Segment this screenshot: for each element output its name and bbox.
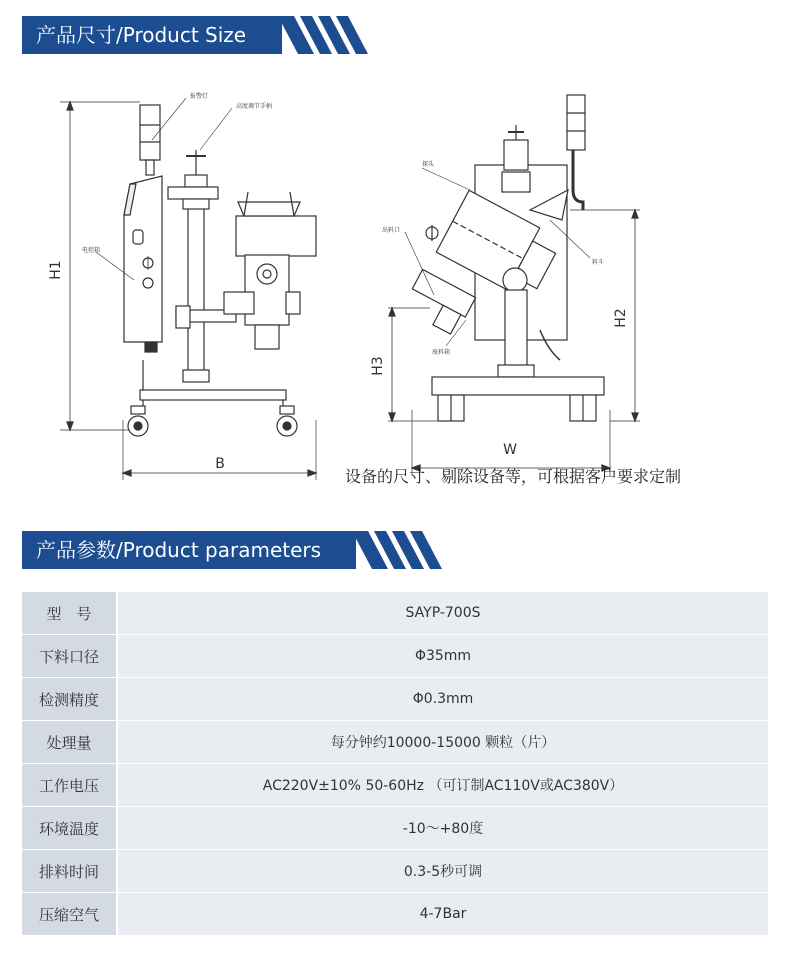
param-key: 排料时间	[22, 850, 117, 893]
table-row	[22, 893, 768, 936]
label-height-handle: 高度调节手柄	[236, 103, 273, 110]
label-probe: 探头	[422, 161, 435, 168]
label-control-box: 电控箱	[82, 247, 101, 254]
dim-h1: H1	[48, 260, 64, 280]
label-outlet: 出料口	[382, 227, 401, 234]
section-title: 产品尺寸/Product Size	[22, 16, 282, 54]
table-row	[22, 807, 768, 850]
technical-drawing	[0, 80, 790, 500]
label-waste-box: 废料箱	[432, 349, 451, 356]
param-key: 下料口径	[22, 635, 117, 678]
param-value: 0.3-5秒可调	[117, 850, 768, 893]
param-value: Φ35mm	[117, 635, 768, 678]
table-row	[22, 850, 768, 893]
table-row	[22, 678, 768, 721]
param-value: Φ0.3mm	[117, 678, 768, 721]
parameters-table	[22, 592, 768, 936]
label-hopper: 料斗	[592, 259, 605, 266]
dim-h2: H2	[613, 308, 629, 328]
param-value: 每分钟约10000-15000 颗粒（片）	[117, 721, 768, 764]
param-value: -10～+80度	[117, 807, 768, 850]
param-key: 压缩空气	[22, 893, 117, 936]
section-title: 产品参数/Product parameters	[22, 531, 356, 569]
label-alarm-light: 报警灯	[190, 93, 209, 100]
table-row	[22, 721, 768, 764]
customization-note: 设备的尺寸、剔除设备等，可根据客户要求定制	[345, 467, 682, 486]
param-key: 环境温度	[22, 807, 117, 850]
param-value: SAYP-700S	[117, 592, 768, 635]
param-value: AC220V±10% 50-60Hz （可订制AC110V或AC380V）	[117, 764, 768, 807]
param-key: 工作电压	[22, 764, 117, 807]
param-key: 检测精度	[22, 678, 117, 721]
table-row	[22, 635, 768, 678]
table-row	[22, 764, 768, 807]
stripes-decoration	[352, 531, 452, 569]
param-key: 型 号	[22, 592, 117, 635]
stripes-decoration	[278, 16, 378, 54]
dim-h3: H3	[370, 356, 386, 376]
dim-w: W	[503, 442, 517, 458]
param-value: 4-7Bar	[117, 893, 768, 936]
param-key: 处理量	[22, 721, 117, 764]
dim-b: B	[215, 456, 225, 472]
table-row	[22, 592, 768, 635]
